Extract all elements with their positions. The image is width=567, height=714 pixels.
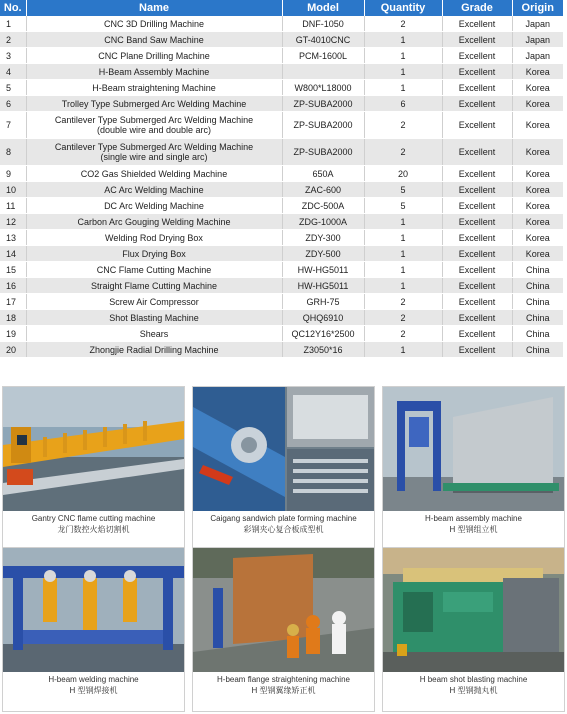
cell-qty: 2 (364, 112, 442, 139)
cell-no: 16 (0, 278, 26, 294)
cell-origin: Korea (512, 64, 563, 80)
cell-name: Carbon Arc Gouging Welding Machine (26, 214, 282, 230)
cell-grade: Excellent (442, 182, 512, 198)
table-header-row (0, 0, 563, 16)
cell-grade: Excellent (442, 112, 512, 139)
cell-no: 6 (0, 96, 26, 112)
cell-qty: 1 (364, 32, 442, 48)
cell-origin: China (512, 294, 563, 310)
cell-model: ZP-SUBA2000 (282, 112, 364, 139)
cell-name: CNC Flame Cutting Machine (26, 262, 282, 278)
cell-name: Trolley Type Submerged Arc Welding Machine (26, 96, 282, 112)
table-row (0, 48, 563, 64)
cell-model: ZP-SUBA2000 (282, 96, 364, 112)
cell-origin: Korea (512, 112, 563, 139)
header-origin: Origin (512, 0, 563, 16)
cell-qty: 20 (364, 166, 442, 182)
cell-name-line2: (double wire and double arc) (96, 125, 212, 135)
table-row (0, 182, 563, 198)
cell-no: 5 (0, 80, 26, 96)
cell-model (282, 64, 364, 80)
table-row (0, 278, 563, 294)
cell-name-line1: Cantilever Type Submerged Arc Welding Machine (54, 115, 254, 125)
photo-card-hbeam-assembly (382, 386, 565, 551)
cell-origin: Korea (512, 139, 563, 166)
cell-name: DC Arc Welding Machine (26, 198, 282, 214)
photo-card-gantry-cutting (2, 386, 185, 551)
cell-grade: Excellent (442, 139, 512, 166)
cell-name: CO2 Gas Shielded Welding Machine (26, 166, 282, 182)
cell-no: 2 (0, 32, 26, 48)
cell-qty: 2 (364, 326, 442, 342)
table-row (0, 310, 563, 326)
cell-origin: Korea (512, 246, 563, 262)
cell-name: CNC 3D Drilling Machine (26, 16, 282, 32)
table-row (0, 246, 563, 262)
cell-model: ZDG-1000A (282, 214, 364, 230)
cell-qty: 2 (364, 310, 442, 326)
cell-no: 17 (0, 294, 26, 310)
table-row (0, 166, 563, 182)
table-row (0, 262, 563, 278)
cell-grade: Excellent (442, 342, 512, 358)
cell-grade: Excellent (442, 326, 512, 342)
cell-model: DNF-1050 (282, 16, 364, 32)
header-model: Model (282, 0, 364, 16)
cell-name (26, 139, 282, 166)
cell-qty: 6 (364, 96, 442, 112)
cell-qty: 1 (364, 80, 442, 96)
cell-model: HW-HG5011 (282, 262, 364, 278)
photo-caption-gantry: Gantry CNC flame cutting machine 龙门数控火焰切割机 (31, 514, 156, 534)
cell-name: H-Beam straightening Machine (26, 80, 282, 96)
cell-grade: Excellent (442, 246, 512, 262)
cell-model: QC12Y16*2500 (282, 326, 364, 342)
table-body (0, 16, 563, 358)
cell-name: H-Beam Assembly Machine (26, 64, 282, 80)
table-row (0, 112, 563, 139)
header-name: Name (26, 0, 282, 16)
cell-qty: 5 (364, 182, 442, 198)
cell-origin: Korea (512, 166, 563, 182)
cell-origin: Korea (512, 80, 563, 96)
photo-hbeam-welding (3, 548, 184, 672)
cell-qty: 1 (364, 230, 442, 246)
cell-model: GRH-75 (282, 294, 364, 310)
cell-qty: 1 (364, 262, 442, 278)
cell-name: Shot Blasting Machine (26, 310, 282, 326)
cell-origin: Korea (512, 198, 563, 214)
cell-model: 650A (282, 166, 364, 182)
photo-card-shot-blasting (382, 547, 565, 712)
cell-model: ZDC-500A (282, 198, 364, 214)
cell-grade: Excellent (442, 294, 512, 310)
cell-no: 3 (0, 48, 26, 64)
cell-no: 15 (0, 262, 26, 278)
cell-model: GT-4010CNC (282, 32, 364, 48)
cell-name (26, 112, 282, 139)
cell-no: 10 (0, 182, 26, 198)
cell-grade: Excellent (442, 198, 512, 214)
cell-model: QHQ6910 (282, 310, 364, 326)
cell-origin: China (512, 262, 563, 278)
table-row (0, 139, 563, 166)
table-row (0, 64, 563, 80)
photo-caption-sandwich: Caigang sandwich plate forming machine 彩钢夹心复合板成型机 (210, 514, 357, 534)
table-row (0, 342, 563, 358)
cell-origin: Japan (512, 32, 563, 48)
cell-model: ZP-SUBA2000 (282, 139, 364, 166)
table-row (0, 32, 563, 48)
cell-model: W800*L18000 (282, 80, 364, 96)
cell-origin: China (512, 342, 563, 358)
cell-qty: 1 (364, 342, 442, 358)
cell-name: CNC Plane Drilling Machine (26, 48, 282, 64)
photo-shot-blasting (383, 548, 564, 672)
cell-name: Shears (26, 326, 282, 342)
cell-origin: China (512, 278, 563, 294)
cell-grade: Excellent (442, 48, 512, 64)
cell-model: ZAC-600 (282, 182, 364, 198)
cell-model: ZDY-300 (282, 230, 364, 246)
table-row (0, 96, 563, 112)
cell-qty: 2 (364, 16, 442, 32)
header-no: No. (0, 0, 26, 16)
cell-origin: China (512, 326, 563, 342)
cell-origin: Korea (512, 214, 563, 230)
cell-no: 1 (0, 16, 26, 32)
cell-qty: 1 (364, 246, 442, 262)
cell-name: Straight Flame Cutting Machine (26, 278, 282, 294)
cell-no: 4 (0, 64, 26, 80)
cell-name: Welding Rod Drying Box (26, 230, 282, 246)
cell-name: Screw Air Compressor (26, 294, 282, 310)
table-row (0, 214, 563, 230)
header-grade: Grade (442, 0, 512, 16)
cell-model: PCM-1600L (282, 48, 364, 64)
photo-flange-straightening (193, 548, 374, 672)
cell-qty: 2 (364, 139, 442, 166)
table-row (0, 16, 563, 32)
equipment-table (0, 0, 563, 358)
cell-no: 7 (0, 112, 26, 139)
table-row (0, 326, 563, 342)
cell-model: HW-HG5011 (282, 278, 364, 294)
cell-name: Zhongjie Radial Drilling Machine (26, 342, 282, 358)
cell-model: Z3050*16 (282, 342, 364, 358)
cell-origin: Japan (512, 48, 563, 64)
table-row (0, 198, 563, 214)
cell-no: 14 (0, 246, 26, 262)
cell-grade: Excellent (442, 310, 512, 326)
photo-gantry-cutting (3, 387, 184, 511)
cell-no: 13 (0, 230, 26, 246)
cell-grade: Excellent (442, 32, 512, 48)
cell-grade: Excellent (442, 214, 512, 230)
photo-card-flange-straightening (192, 547, 375, 712)
photo-hbeam-assembly (383, 387, 564, 511)
photo-caption-welding: H-beam welding machine H 型钢焊接机 (48, 675, 139, 695)
photo-caption-assembly: H-beam assembly machine H 型钢组立机 (425, 514, 522, 534)
cell-no: 18 (0, 310, 26, 326)
cell-no: 12 (0, 214, 26, 230)
photo-card-hbeam-welding (2, 547, 185, 712)
table-row (0, 230, 563, 246)
cell-grade: Excellent (442, 262, 512, 278)
cell-name-line2: (single wire and single arc) (100, 152, 208, 162)
header-quantity: Quantity (364, 0, 442, 16)
photo-card-sandwich-forming (192, 386, 375, 551)
cell-name: AC Arc Welding Machine (26, 182, 282, 198)
cell-qty: 2 (364, 294, 442, 310)
cell-grade: Excellent (442, 230, 512, 246)
cell-no: 19 (0, 326, 26, 342)
photo-sandwich-forming (193, 387, 374, 511)
photo-caption-straightening: H-beam flange straightening machine H 型钢翼缘矫正机 (217, 675, 350, 695)
cell-grade: Excellent (442, 166, 512, 182)
cell-grade: Excellent (442, 16, 512, 32)
cell-name: CNC Band Saw Machine (26, 32, 282, 48)
cell-grade: Excellent (442, 64, 512, 80)
cell-origin: Korea (512, 182, 563, 198)
photo-caption-blasting: H beam shot blasting machine H 型钢抛丸机 (419, 675, 528, 695)
cell-name-line1: Cantilever Type Submerged Arc Welding Machine (54, 142, 254, 152)
cell-origin: Korea (512, 230, 563, 246)
cell-origin: Japan (512, 16, 563, 32)
cell-name: Flux Drying Box (26, 246, 282, 262)
cell-no: 20 (0, 342, 26, 358)
cell-qty: 1 (364, 214, 442, 230)
cell-qty: 1 (364, 48, 442, 64)
cell-no: 9 (0, 166, 26, 182)
cell-origin: China (512, 310, 563, 326)
cell-grade: Excellent (442, 80, 512, 96)
cell-qty: 5 (364, 198, 442, 214)
cell-qty: 1 (364, 278, 442, 294)
cell-no: 8 (0, 139, 26, 166)
cell-grade: Excellent (442, 96, 512, 112)
cell-no: 11 (0, 198, 26, 214)
cell-model: ZDY-500 (282, 246, 364, 262)
table-row (0, 294, 563, 310)
cell-origin: Korea (512, 96, 563, 112)
table-row (0, 80, 563, 96)
cell-qty: 1 (364, 64, 442, 80)
cell-grade: Excellent (442, 278, 512, 294)
